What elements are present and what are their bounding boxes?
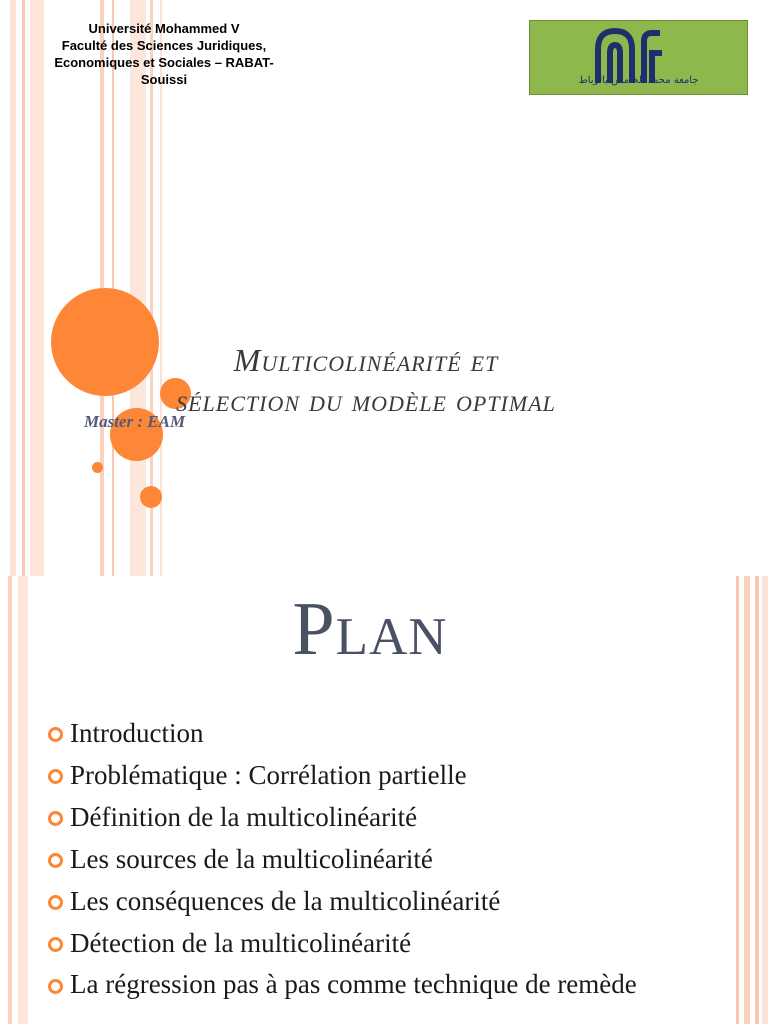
list-item-text: Problématique : Corrélation partielle bbox=[70, 760, 467, 790]
decor-circle-small bbox=[140, 486, 162, 508]
list-item-text: Les sources de la multicolinéarité bbox=[70, 844, 433, 874]
plan-list bbox=[46, 712, 686, 1000]
university-line: Souissi bbox=[140, 72, 188, 87]
university-logo bbox=[529, 20, 748, 95]
slide-title-line: Multicolinéarité et bbox=[233, 342, 499, 378]
bullet-icon bbox=[48, 727, 63, 742]
list-item bbox=[46, 838, 686, 880]
logo-text: جامعة محمد الخامس بالرباط bbox=[578, 75, 699, 86]
bullet-icon bbox=[48, 811, 63, 826]
bullet-icon bbox=[48, 853, 63, 868]
decor-stripe bbox=[762, 576, 768, 1024]
university-header bbox=[20, 20, 308, 88]
slide-title bbox=[66, 340, 666, 420]
decor-stripe bbox=[744, 576, 750, 1024]
slide-subtitle: Master : EAM bbox=[84, 412, 186, 431]
list-item-text: La régression pas à pas comme technique de remède bbox=[70, 969, 637, 999]
university-line: Faculté des Sciences Juridiques, bbox=[61, 38, 267, 53]
plan-title: Plan bbox=[292, 587, 448, 671]
decor-stripe bbox=[755, 576, 759, 1024]
bullet-icon bbox=[48, 769, 63, 784]
bullet-icon bbox=[48, 937, 63, 952]
bullet-icon bbox=[48, 979, 63, 994]
list-item bbox=[46, 754, 686, 796]
list-item-text: Introduction bbox=[70, 718, 204, 748]
decor-stripe bbox=[10, 0, 16, 576]
list-item bbox=[46, 796, 686, 838]
list-item bbox=[46, 880, 686, 922]
plan-slide bbox=[0, 576, 768, 1024]
university-line: Economiques et Sociales – RABAT- bbox=[54, 55, 274, 70]
list-item bbox=[46, 712, 686, 754]
list-item bbox=[46, 964, 686, 1000]
university-line: Université Mohammed V bbox=[88, 21, 240, 36]
list-item-text: Détection de la multicolinéarité bbox=[70, 928, 412, 958]
list-item-text: Les conséquences de la multicolinéarité bbox=[70, 886, 501, 916]
list-item bbox=[46, 922, 686, 964]
decor-circle-tiny bbox=[92, 462, 103, 473]
list-item-text: Définition de la multicolinéarité bbox=[70, 802, 418, 832]
bullet-icon bbox=[48, 895, 63, 910]
slide-title-line: sélection du modèle optimal bbox=[176, 382, 556, 418]
